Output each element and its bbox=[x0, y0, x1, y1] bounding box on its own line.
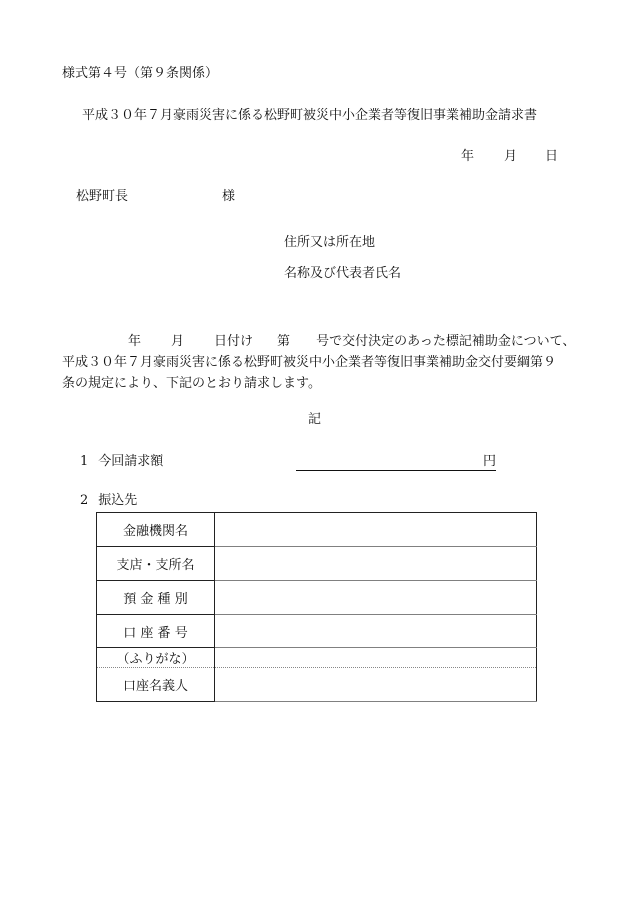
date-month: 月 bbox=[504, 149, 518, 164]
amount-field[interactable] bbox=[296, 454, 496, 471]
item-1 bbox=[80, 454, 163, 470]
item-2-label: 振込先 bbox=[98, 493, 138, 508]
bank-account-table bbox=[96, 512, 537, 702]
form-id: 様式第４号（第９条関係） bbox=[62, 66, 219, 81]
date-day: 日 bbox=[545, 149, 559, 164]
account-type-field[interactable] bbox=[215, 581, 537, 615]
furigana-field[interactable] bbox=[215, 648, 537, 668]
date-year: 年 bbox=[461, 149, 475, 164]
body-line-1 bbox=[62, 331, 582, 352]
addressee bbox=[76, 189, 235, 205]
date-line bbox=[461, 149, 558, 165]
table-row bbox=[97, 547, 537, 581]
addressee-honorific: 様 bbox=[222, 189, 236, 204]
table-row bbox=[97, 513, 537, 547]
bank-name-label: 金融機関名 bbox=[97, 513, 215, 547]
body-month: 月 bbox=[171, 334, 185, 349]
amount-unit: 円 bbox=[482, 454, 496, 469]
item-1-label: 今回請求額 bbox=[98, 454, 164, 469]
account-type-label: 預 金 種 別 bbox=[97, 581, 215, 615]
request-body bbox=[62, 331, 582, 394]
body-date-part: 日付け bbox=[214, 334, 254, 349]
bank-name-field[interactable] bbox=[215, 513, 537, 547]
table-row bbox=[97, 668, 537, 702]
document-title: 平成３０年７月豪雨災害に係る松野町被災中小企業者等復旧事業補助金請求書 bbox=[82, 108, 538, 123]
item-1-number: 1 bbox=[80, 454, 89, 469]
branch-name-label: 支店・支所名 bbox=[97, 547, 215, 581]
body-year: 年 bbox=[128, 334, 142, 349]
account-number-field[interactable] bbox=[215, 615, 537, 648]
applicant-address-label: 住所又は所在地 bbox=[284, 235, 376, 250]
item-2 bbox=[80, 493, 137, 509]
body-line-3: 条の規定により、下記のとおり請求します。 bbox=[62, 376, 321, 391]
applicant-name-label: 名称及び代表者氏名 bbox=[284, 266, 402, 281]
body-line-2: 平成３０年７月豪雨災害に係る松野町被災中小企業者等復旧事業補助金交付要綱第９ bbox=[62, 355, 557, 370]
table-row bbox=[97, 648, 537, 668]
account-holder-label: 口座名義人 bbox=[97, 668, 215, 702]
body-line1-rest: 号で交付決定のあった標記補助金について、 bbox=[316, 334, 576, 349]
item-2-number: 2 bbox=[80, 493, 89, 508]
addressee-name: 松野町長 bbox=[76, 189, 129, 204]
account-number-label: 口 座 番 号 bbox=[97, 615, 215, 648]
account-holder-field[interactable] bbox=[215, 668, 537, 702]
furigana-label: （ふりがな） bbox=[97, 648, 215, 668]
table-row bbox=[97, 615, 537, 648]
table-row bbox=[97, 581, 537, 615]
branch-name-field[interactable] bbox=[215, 547, 537, 581]
body-dai: 第 bbox=[277, 334, 291, 349]
ki-heading: 記 bbox=[308, 412, 322, 427]
